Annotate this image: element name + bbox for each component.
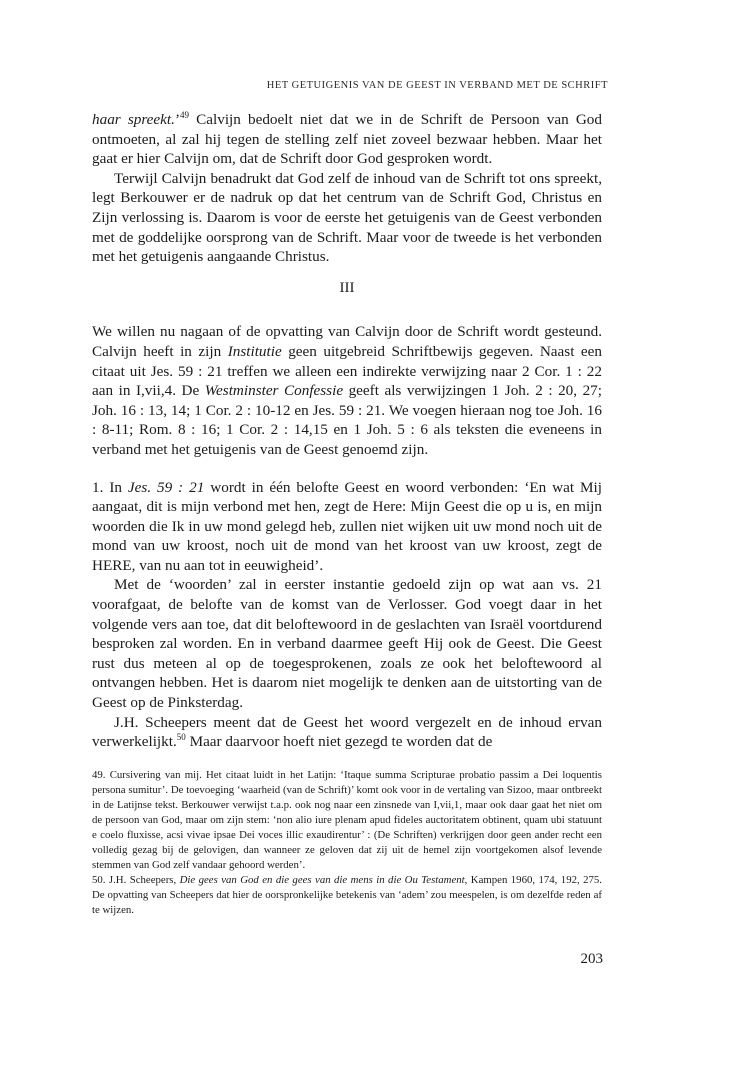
paragraph-6-text-b: Maar daarvoor hoeft niet gezegd te worden dat de bbox=[185, 733, 493, 751]
title-institutie: Institutie bbox=[227, 342, 282, 360]
footnote-50 bbox=[92, 873, 602, 918]
paragraph-1 bbox=[92, 110, 602, 169]
footnotes bbox=[92, 768, 602, 918]
scripture-reference: Jes. 59 : 21 bbox=[127, 478, 205, 496]
footnote-49: 49. Cursivering van mij. Het citaat luidt in het Latijn: ‘Itaque summa Scripturae probatio passim a Dei loquentis persona sumitur’. De toevoeging ‘waarheid (van de Schrift)’ komt ook voor in de vertaling van Sizoo, maar ontbreekt in de Latijnse tekst. Berkouwer verwijst t.a.p. ook nog naar een zinsnede van I,vii,1, maar ook daar gaat het niet om de persoon van God, maar om zijn stem: ‘non alio iure plenam apud fideles auctoritatem obtinent, quam ubi statuunt e coelo fluxisse, acsi vivae ipsae Dei voces illic exaudirentur’ : (De Schriften) verkrijgen door geen ander recht een volledig gezag bij de gelovigen, dan wanneer ze geloven dat zij uit de hemel zijn voortgekomen alsof levende stemmen van God zelf vandaar gehoord werden’. bbox=[92, 769, 602, 871]
title-westminster-confessie: Westminster Confessie bbox=[204, 382, 344, 400]
paragraph-3-text-c: geen uitgebreid Schriftbewijs gegeven. Naast een citaat uit Jes. 59 : 21 treffen we alleen een indirekte verwijzing naar 2 Cor. 1 : 22 aan in I,vii,4. De bbox=[92, 342, 602, 400]
closing-quote: ’ bbox=[174, 111, 180, 128]
paragraph-3 bbox=[92, 322, 602, 459]
paragraph-5: Met de ‘woorden’ zal in eerster instantie gedoeld zijn op wat aan vs. 21 voorafgaat, de belofte van de komst van de Verlosser. God voegt daar in het volgende vers aan toe, dat dit beloftewoord in de geslachten van Israël voortdurend besproken zal worden. En in verband daarmee geeft Hij ook de Geest. Die Geest rust dus meteen al op de toegesprokenen, zoals ze ook het beloftewoord al ontvangen hebben. Het is daarom niet mogelijk te denken aan de uitstorting van de Geest op de Pinksterdag. bbox=[92, 576, 602, 712]
paragraph-6 bbox=[92, 713, 602, 752]
paragraph-4 bbox=[92, 478, 602, 576]
paragraph-4-text-a: 1. In bbox=[92, 478, 128, 496]
running-header: HET GETUIGENIS VAN DE GEEST IN VERBAND MET DE SCHRIFT bbox=[266, 80, 608, 91]
footnote-50-text-c: , Kampen 1960, 174, 192, 275. De opvatting van Scheepers dat hier de oorspronkelijke betekenis van ‘adem’ zou meespelen, is om dezelfde reden af te wijzen. bbox=[92, 874, 602, 916]
paragraph-3-text-a: We willen nu nagaan of de opvatting van Calvijn door de Schrift wordt gesteund. Calvijn heeft in zijn bbox=[92, 323, 602, 360]
footnote-ref-49[interactable]: 49 bbox=[180, 110, 189, 120]
footnote-ref-50[interactable]: 50 bbox=[176, 732, 186, 743]
paragraph-4-text-c: wordt in één belofte Geest en woord verbonden: ‘En wat Mij aangaat, dit is mijn verbond met hen, zegt de Here: Mijn Geest die op u is, en mijn woorden die Ik in uw mond gelegd heb, zullen niet wijken uit uw mond noch uit de mond van uw kroost, noch uit de mond van het kroost van uw kroost, zegt de HERE, van nu aan tot in eeuwigheid’. bbox=[92, 478, 602, 574]
page-number: 203 bbox=[580, 951, 603, 967]
footnote-50-text-a: 50. J.H. Scheepers, bbox=[92, 874, 180, 886]
paragraph-6-text-a: J.H. Scheepers meent dat de Geest het woord vergezelt en de inhoud ervan verwerkelijkt. bbox=[92, 713, 602, 751]
italic-lead: haar spreekt. bbox=[92, 111, 175, 128]
footnote-50-title: Die gees van God en die gees van die mens in die Ou Testament bbox=[179, 874, 465, 886]
body-text bbox=[92, 110, 602, 752]
section-number: III bbox=[339, 279, 355, 296]
paragraph-2: Terwijl Calvijn benadrukt dat God zelf de inhoud van de Schrift tot ons spreekt, legt Berkouwer er de nadruk op dat het centrum van de Schrift God, Christus en Zijn verlossing is. Daarom is voor de eerste het getuigenis van de Geest verbonden met de goddelijke oorsprong van de Schrift. Maar voor de tweede is het verbonden met het getuigenis aangaande Christus. bbox=[92, 169, 602, 266]
paragraph-1-text: Calvijn bedoelt niet dat we in de Schrift de Persoon van God ontmoeten, al zal hij tegen de stelling zelf niet zoveel bezwaar hebben. Maar het gaat er hier Calvijn om, dat de Schrift door God gesproken wordt. bbox=[92, 111, 602, 168]
paragraph-3-text-e: geeft als verwijzingen 1 Joh. 2 : 20, 27; Joh. 16 : 13, 14; 1 Cor. 2 : 10-12 en Jes. 59 : 21. We voegen hieraan nog toe Joh. 16 : 8-11; Rom. 8 : 16; 1 Cor. 2 : 14,15 en 1 Joh. 5 : 6 als teksten die eveneens in verband met het getuigenis van de Geest genoemd zijn. bbox=[92, 382, 602, 458]
